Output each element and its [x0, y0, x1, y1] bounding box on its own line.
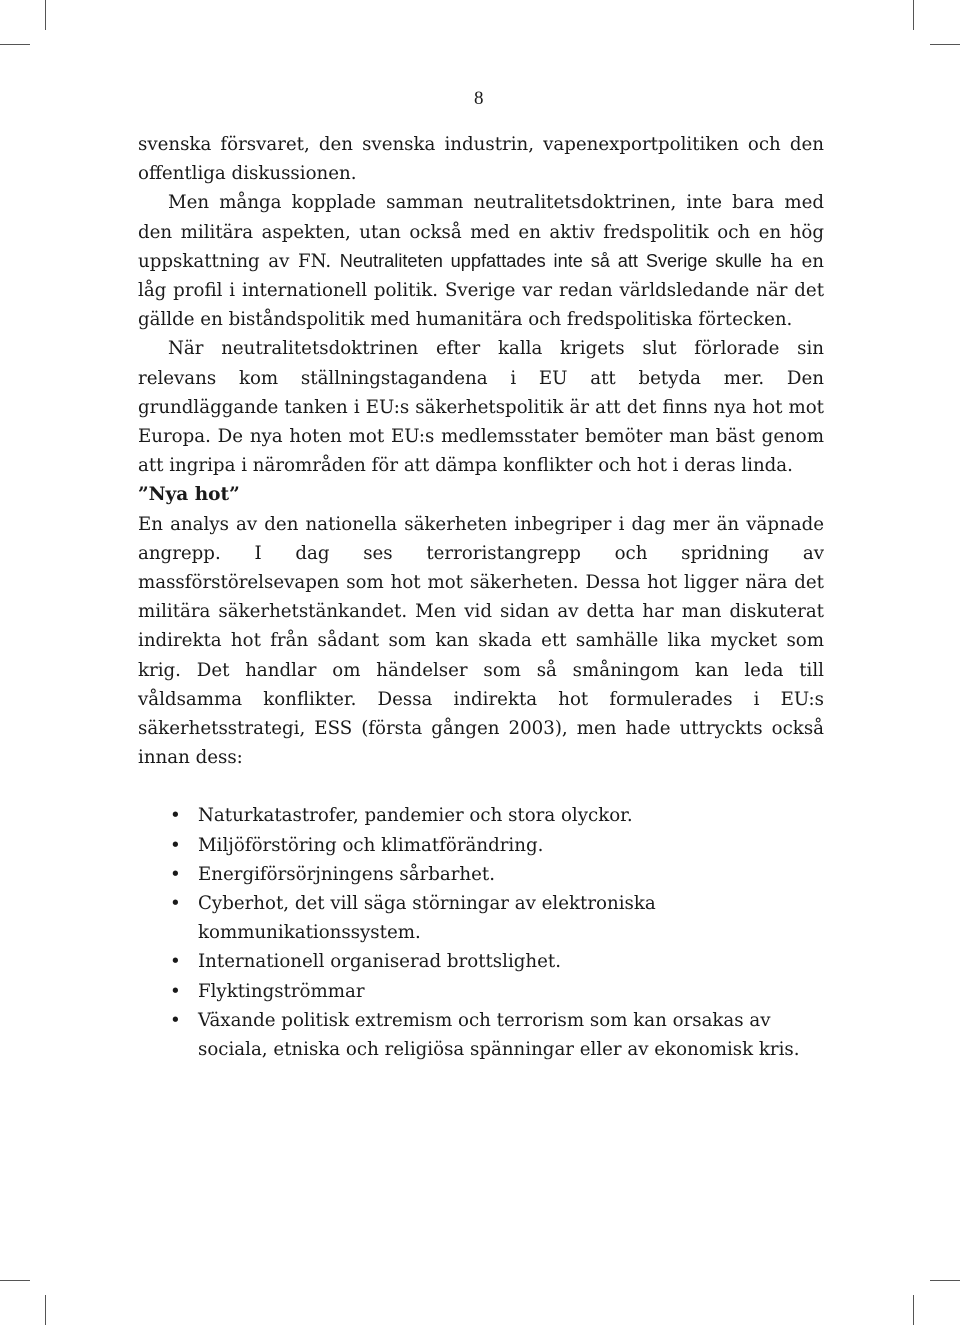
crop-mark-top-left-h	[0, 44, 30, 45]
crop-mark-bottom-left-h	[0, 1280, 30, 1281]
bullet-list	[138, 801, 824, 1064]
paragraph-2: Men många kopplade samman neutralitetsdoktrinen, inte bara med den militära aspekten, utan också med en aktiv fredspolitik och en hög uppskattning av FN. Neutraliteten uppfattades inte så att Sverige skulle ha en låg profil i internationell politik. Sverige var redan världsledande när det gällde en biståndspolitik med humanitära och fredspolitiska förtecken.	[138, 192, 824, 331]
list-item: • Energiförsörjningens sårbarhet.	[138, 860, 824, 889]
list-item: • Flyktingströmmar	[138, 977, 824, 1006]
page-body	[138, 130, 824, 1064]
list-item: • Internationell organiserad brottslighet.	[138, 947, 824, 976]
bullet-icon: •	[170, 863, 181, 885]
page-number: 8	[474, 88, 484, 109]
sans-text-segment: Neutraliteten uppfattades inte så att Sverige skulle	[339, 250, 762, 271]
crop-mark-top-right	[913, 0, 914, 30]
list-item: • Miljöförstöring och klimatförändring.	[138, 831, 824, 860]
bullet-icon: •	[170, 951, 181, 973]
bullet-icon: •	[170, 980, 181, 1002]
section-paragraph: En analys av den nationella säkerheten inbegriper i dag mer än väpnade angrepp. I dag ses terroristangrepp och spridning av massförstörelsevapen som hot mot säkerheten. Dessa hot ligger nära det militära säkerhetstänkandet. Men vid sidan av detta har man diskuterat indirekta hot från sådant som kan skada ett samhälle lika mycket som krig. Det handlar om händelser som så småningom kan leda till våldsamma konflikter. Dessa indirekta hot formulerades i EU:s säkerhetsstrategi, ESS (första gången 2003), men hade uttryckts också innan dess:	[138, 513, 824, 769]
bullet-icon: •	[170, 834, 181, 856]
list-item: • Växande politisk extremism och terrorism som kan orsakas av sociala, etniska och religiösa spänningar eller av ekonomisk kris.	[138, 1006, 824, 1064]
paragraph-1: svenska försvaret, den svenska industrin, vapenexportpolitiken och den offentliga diskussionen.	[138, 134, 824, 185]
paragraph-3: När neutralitetsdoktrinen efter kalla krigets slut förlorade sin relevans kom ställningstagandena i EU att betyda mer. Den grundläggande tanken i EU:s säkerhetspolitik är att det finns nya hot mot Europa. De nya hoten mot EU:s medlemsstater bemöter man bäst genom att ingripa i närområden för att dämpa konflikter och hot i deras linda.	[138, 338, 824, 477]
bullet-icon: •	[170, 893, 181, 915]
crop-mark-bottom-right-h	[930, 1280, 960, 1281]
crop-mark-top-left	[45, 0, 46, 30]
list-item: • Naturkatastrofer, pandemier och stora olyckor.	[138, 801, 824, 830]
list-item: • Cyberhot, det vill säga störningar av elektroniska kommunikationssystem.	[138, 889, 824, 947]
crop-mark-top-right-h	[930, 44, 960, 45]
bullet-icon: •	[170, 805, 181, 827]
bullet-icon: •	[170, 1009, 181, 1031]
crop-mark-bottom-left	[45, 1295, 46, 1325]
crop-mark-bottom-right	[913, 1295, 914, 1325]
section-heading: ”Nya hot”	[138, 484, 240, 506]
